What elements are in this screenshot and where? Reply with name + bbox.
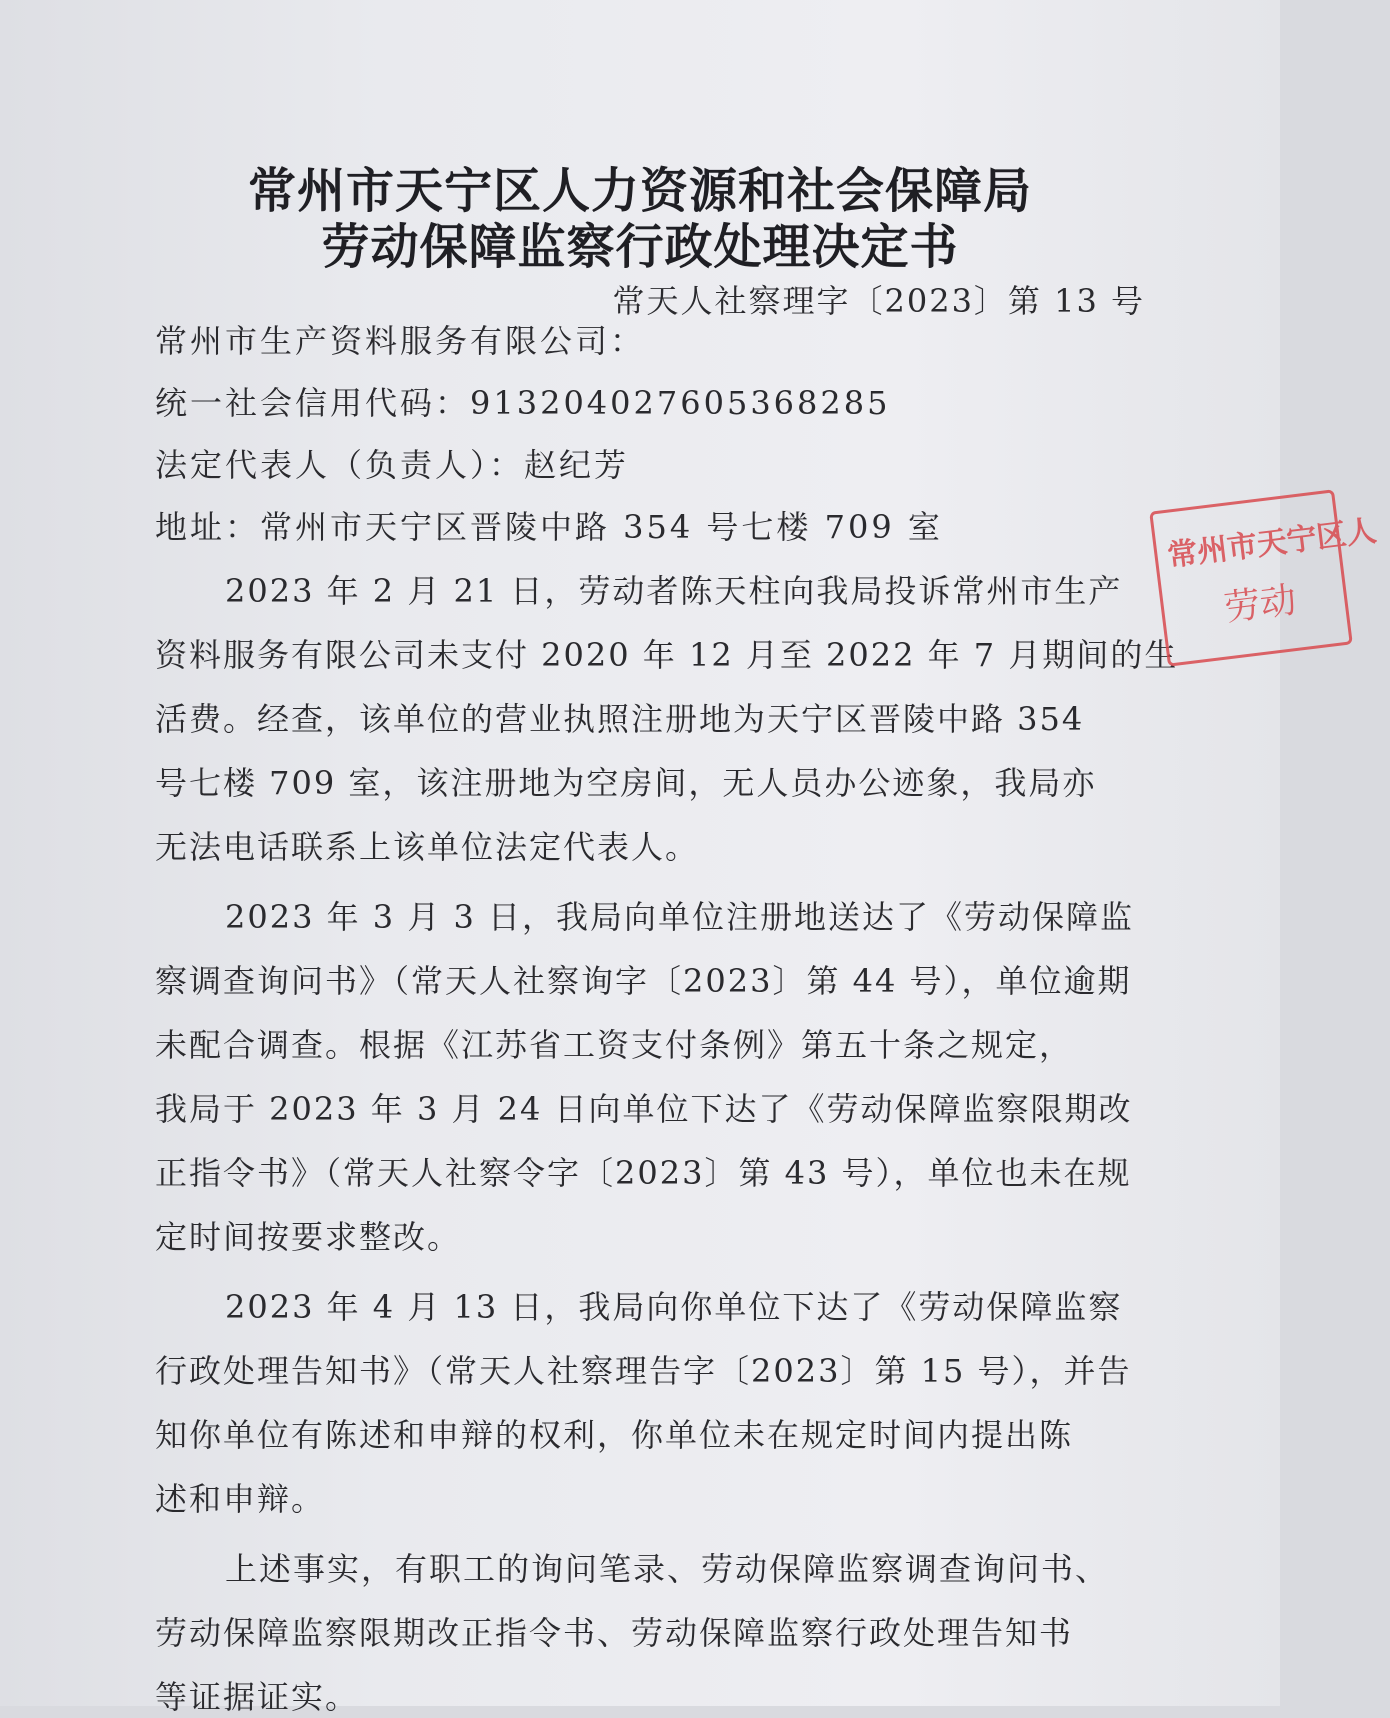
recipient-company: 常州市生产资料服务有限公司： — [155, 322, 646, 360]
body-line: 定时间按要求整改。 — [155, 1218, 462, 1256]
document-title-line1: 常州市天宁区人力资源和社会保障局 — [247, 163, 1032, 219]
body-line: 资料服务有限公司未支付 2020 年 12 月至 2022 年 7 月期间的生 — [155, 636, 1179, 674]
body-line: 我局于 2023 年 3 月 24 日向单位下达了《劳动保障监察限期改 — [155, 1090, 1133, 1128]
address: 地址：常州市天宁区晋陵中路 354 号七楼 709 室 — [155, 508, 943, 546]
body-line: 活费。经查，该单位的营业执照注册地为天宁区晋陵中路 354 — [155, 700, 1085, 738]
body-line: 行政处理告知书》（常天人社察理告字〔2023〕第 15 号），并告 — [155, 1352, 1132, 1390]
body-line: 2023 年 3 月 3 日，我局向单位注册地送达了《劳动保障监 — [225, 898, 1135, 936]
document-number: 常天人社察理字〔2023〕第 13 号 — [612, 282, 1145, 320]
body-line: 未配合调查。根据《江苏省工资支付条例》第五十条之规定， — [155, 1026, 1074, 1064]
document-title-line2: 劳动保障监察行政处理决定书 — [321, 219, 959, 275]
body-line: 2023 年 4 月 13 日，我局向你单位下达了《劳动保障监察 — [225, 1288, 1123, 1326]
body-line: 劳动保障监察限期改正指令书、劳动保障监察行政处理告知书 — [155, 1614, 1074, 1652]
body-line: 上述事实，有职工的询问笔录、劳动保障监察调查询问书、 — [225, 1550, 1110, 1588]
body-line: 无法电话联系上该单位法定代表人。 — [155, 828, 700, 866]
body-line: 等证据证实。 — [155, 1678, 360, 1716]
legal-representative: 法定代表人（负责人）：赵纪芳 — [155, 446, 630, 484]
credit-code: 统一社会信用代码：913204027605368285 — [155, 384, 891, 422]
body-line: 正指令书》（常天人社察令字〔2023〕第 43 号），单位也未在规 — [155, 1154, 1132, 1192]
body-line: 察调查询问书》（常天人社察询字〔2023〕第 44 号），单位逾期 — [155, 962, 1132, 1000]
body-line: 2023 年 2 月 21 日，劳动者陈天柱向我局投诉常州市生产 — [225, 572, 1123, 610]
body-line: 知你单位有陈述和申辩的权利，你单位未在规定时间内提出陈 — [155, 1416, 1074, 1454]
body-line: 述和申辩。 — [155, 1480, 326, 1518]
seal-text-line2: 劳动 — [1222, 579, 1299, 630]
official-seal-stamp — [1149, 489, 1379, 667]
body-line: 号七楼 709 室，该注册地为空房间，无人员办公迹象，我局亦 — [155, 764, 1097, 802]
seal-text-line1: 常州市天宁区人 — [1165, 513, 1379, 574]
